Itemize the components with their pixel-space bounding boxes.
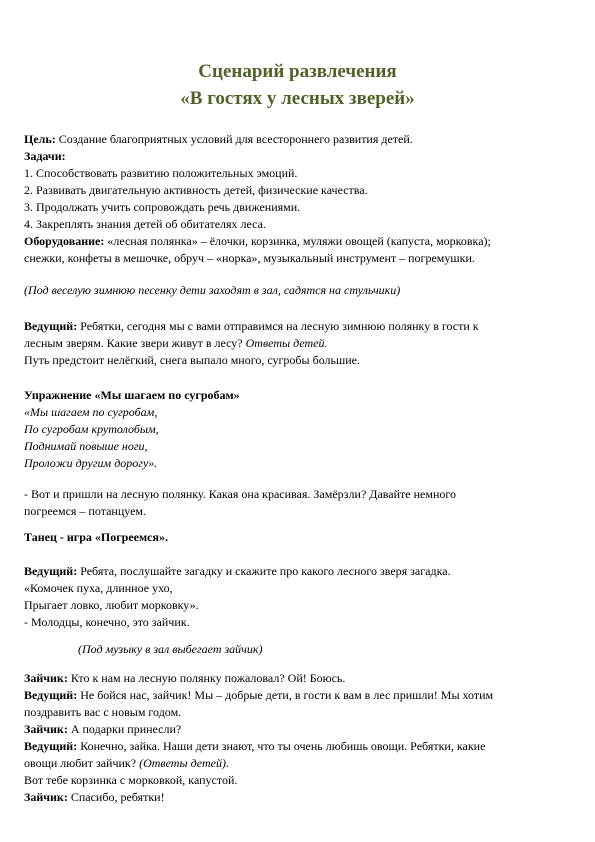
exercise-verse-line: Поднимай повыше ноги, [24,439,148,453]
exercise-verse-line: По сугробам крутолобым, [24,422,159,436]
exercise-section [24,387,580,472]
goal-text: Создание благоприятных условий для всестороннего развития детей. [55,132,413,146]
speaker-host: Ведущий: [24,688,78,702]
exercise-verse-line: «Мы шагаем по сугробам, [24,405,158,419]
dialog-section [24,670,580,806]
host-text: Ребята, послушайте загадку и скажите про какого лесного зверя загадка. [77,564,451,578]
host-text: лесным зверям. Какие звери живут в лесу? [24,336,246,350]
host-text: Путь предстоит нелёгкий, снега выпало много, сугробы большие. [24,353,360,367]
speaker-hare: Зайчик: [24,790,68,804]
arrival-text: погреемся – потанцуем. [24,504,147,518]
document-title-line2: «В гостях у лесных зверей» [180,88,415,109]
host-answers: Ответы детей. [245,336,328,350]
document-title-line1: Сценарий развлечения [198,61,397,82]
equipment-text: «лесная полянка» – ёлочки, корзинка, муляжи овощей (капуста, морковка); [104,234,491,248]
speaker-host: Ведущий: [24,564,78,578]
arrival-paragraph [24,486,580,520]
equipment-label: Оборудование: [24,234,105,248]
hare-text: Кто к нам на лесную полянку пожаловал? Ой! Боюсь. [67,671,346,685]
goal-label: Цель: [24,132,56,146]
speaker-host: Ведущий: [24,739,78,753]
speaker-hare: Зайчик: [24,722,68,736]
riddle-line: «Комочек пуха, длинное ухо, [24,581,173,595]
exercise-title: Упражнение «Мы шагаем по сугробам» [24,388,240,402]
intro-section [24,131,580,267]
riddle-line: Прыгает ловко, любит морковку». [24,598,199,612]
host-intro [24,318,580,369]
hare-text: Спасибо, ребятки! [67,790,165,804]
equipment-text-cont: снежки, конфеты в мешочке, обруч – «норка», музыкальный инструмент – погремушки. [24,251,475,265]
riddle-answer: - Молодцы, конечно, это зайчик. [24,615,190,629]
host-text: Ребятки, сегодня мы с вами отправимся на лесную зимнюю полянку в гости к [77,319,479,333]
tasks-label: Задачи: [24,149,66,163]
equipment-line [24,233,580,250]
host-text: Вот тебе корзинка с морковкой, капустой. [24,773,238,787]
task-item: 1. Способствовать развитию положительных эмоций. [24,166,298,180]
exercise-verse-line: Проложи другим дорогу». [24,456,158,470]
host-text: овощи любит зайчик? [24,756,140,770]
dance-heading: Танец - игра «Погреемся». [24,530,168,544]
host-answers: (Ответы детей). [139,756,229,770]
stage-direction-entrance: (Под веселую зимнюю песенку дети заходят в зал, садятся на стульчики) [24,283,401,297]
speaker-hare: Зайчик: [24,671,68,685]
task-item: 4. Закреплять знания детей об обитателях леса. [24,217,266,231]
host-text: поздравить вас с новым годом. [24,705,182,719]
hare-text: А подарки принесли? [67,722,182,736]
riddle-section [24,563,580,631]
stage-direction-hare: (Под музыку в зал выбегает зайчик) [78,642,263,656]
goal-line [24,131,580,148]
speaker-host: Ведущий: [24,319,78,333]
host-text: Не бойся нас, зайчик! Мы – добрые дети, в гости к вам в лес пришли! Мы хотим [77,688,494,702]
task-item: 2. Развивать двигательную активность детей, физические качества. [24,183,368,197]
task-item: 3. Продолжать учить сопровождать речь движениями. [24,200,301,214]
arrival-text: - Вот и пришли на лесную полянку. Какая она красивая. Замёрзли? Давайте немного [24,487,457,501]
host-text: Конечно, зайка. Наши дети знают, что ты очень любишь овощи. Ребятки, какие [77,739,486,753]
